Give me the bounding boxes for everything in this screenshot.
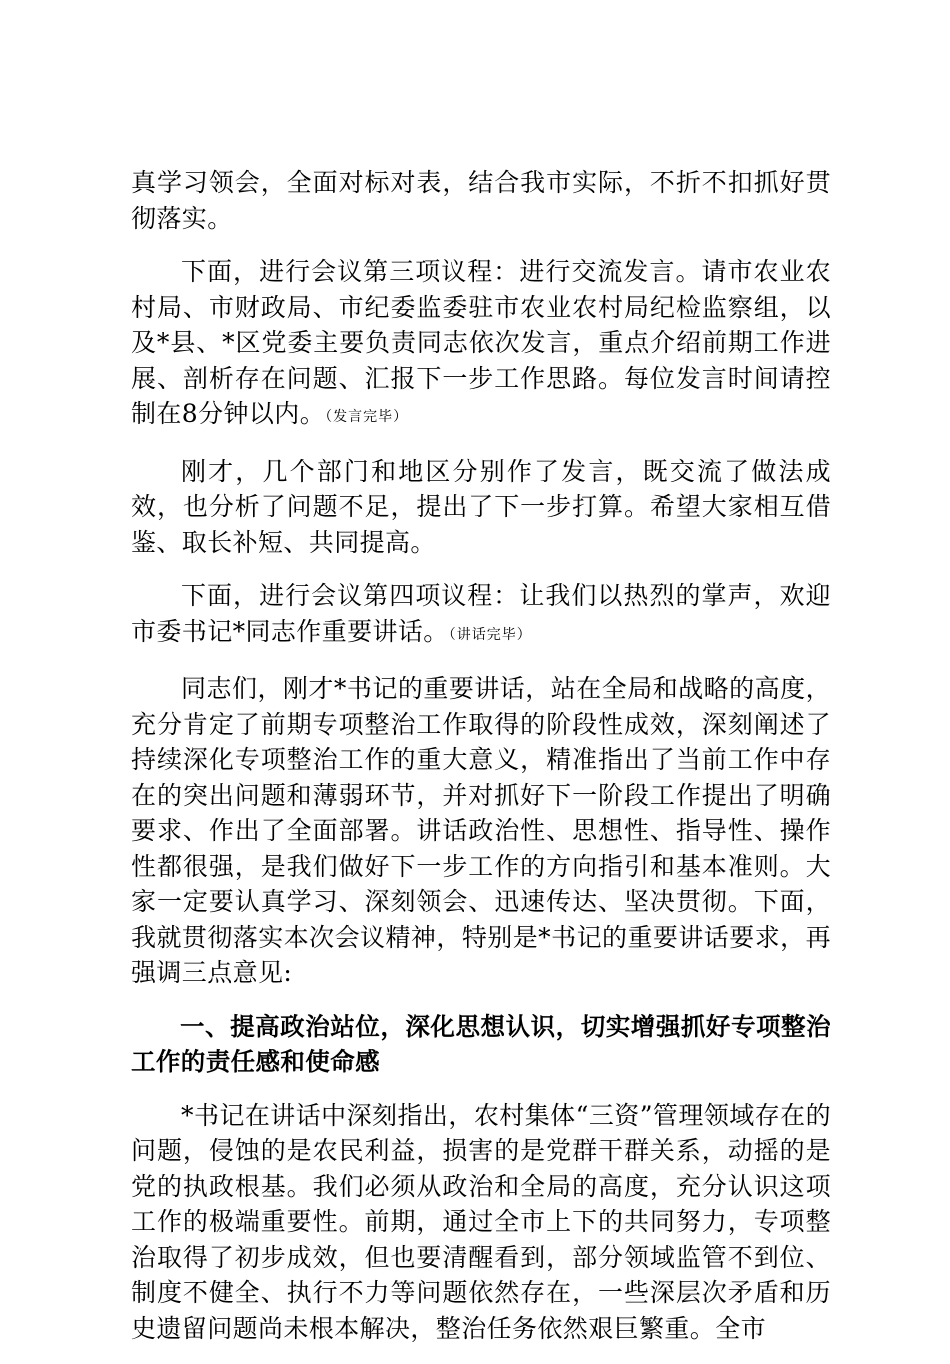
stage-note: （发言完毕） — [325, 409, 409, 425]
paragraph-text: *书记在讲话中深刻指出，农村集体“三资”管理领域存在的问题，侵蚀的是农民利益，损害的是党群干群关系，动摇的是党的执政根基。我们必须从政治和全局的高度，充分认识这项工作的极端重要性。前期，通过全市上下的共同努力，专项整治取得了初步成效，但也要清醒看到，部分领域监管不到位、制度不健全、执行不力等问题依然存在，一些深层次矛盾和历史遗留问题尚未根本解决，整治任务依然艰巨繁重。全市 — [131, 1100, 831, 1343]
paragraph-closing-remarks — [131, 671, 831, 991]
paragraph-section-body — [131, 1098, 831, 1347]
stage-note: （讲话完毕） — [448, 626, 532, 643]
paragraph-agenda-item-three — [131, 254, 831, 436]
paragraph-text: 下面，进行会议第四项议程：让我们以热烈的掌声，欢迎市委书记*同志作重要讲话。 — [131, 581, 831, 646]
paragraph-summary — [131, 454, 831, 561]
document-body — [131, 165, 831, 1364]
paragraph-text: 同志们，刚才*书记的重要讲话，站在全局和战略的高度，充分肯定了前期专项整治工作取得的阶段性成效，深刻阐述了持续深化专项整治工作的重大意义，精准指出了当前工作中存在的突出问题和薄弱环节，并对抓好下一阶段工作提出了明确要求、作出了全面部署。讲话政治性、思想性、指导性、操作性都很强，是我们做好下一步工作的方向指引和基本准则。大家一定要认真学习、深刻领会、迅速传达、坚决贯彻。下面，我就贯彻落实本次会议精神，特别是*书记的重要讲话要求，再强调三点意见: — [131, 674, 831, 987]
paragraph-text: 下面，进行会议第三项议程：进行交流发言。请市农业农村局、市财政局、市纪委监委驻市农业农村局纪检监察组，以及*县、*区党委主要负责同志依次发言，重点介绍前期工作进展、剖析存在问题、汇报下一步工作思路。每位发言时间请控制在8分钟以内。 — [131, 257, 831, 428]
paragraph-text: 刚才，几个部门和地区分别作了发言，既交流了做法成效，也分析了问题不足，提出了下一步打算。希望大家相互借鉴、取长补短、共同提高。 — [131, 456, 831, 557]
paragraph-text: 真学习领会，全面对标对表，结合我市实际，不折不扣抓好贯彻落实。 — [131, 168, 831, 233]
paragraph-continued — [131, 165, 831, 236]
paragraph-agenda-item-four — [131, 578, 831, 653]
section-heading: 一、提高政治站位，深化思想认识，切实增强抓好专项整治工作的责任感和使命感 — [131, 1011, 831, 1076]
